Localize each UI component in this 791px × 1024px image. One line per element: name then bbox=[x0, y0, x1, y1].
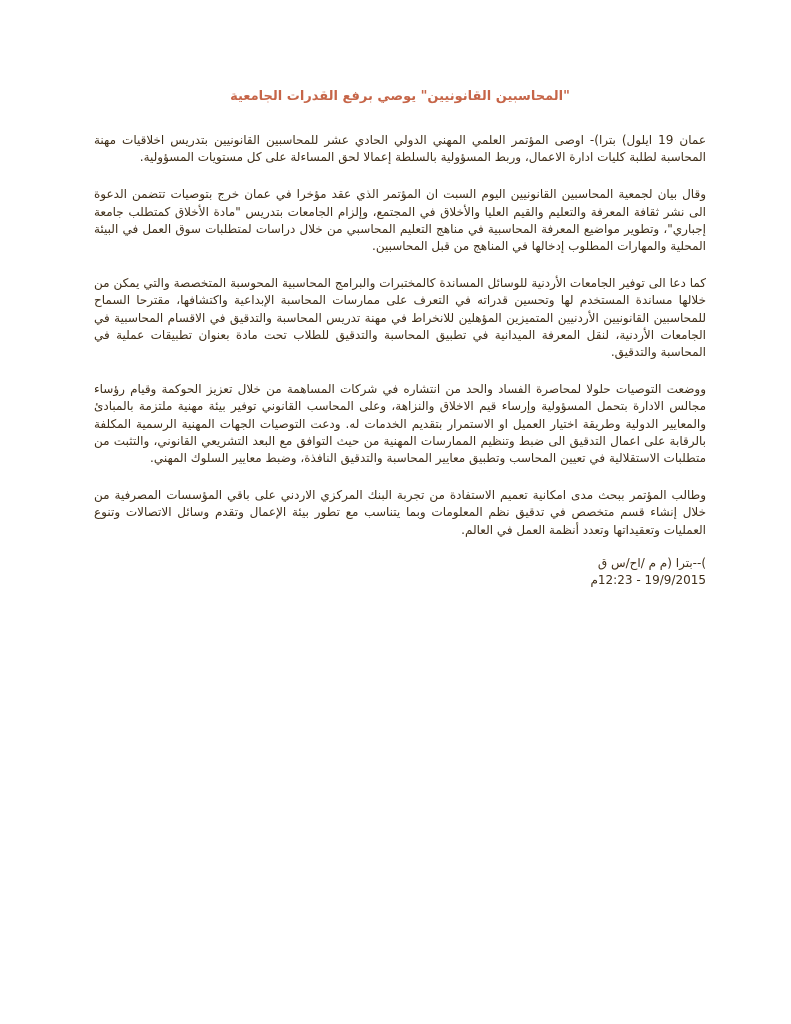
publish-timestamp: 19/9/2015 - 12:23م bbox=[590, 573, 706, 588]
paragraph-3: كما دعا الى توفير الجامعات الأردنية للوسائل المساندة كالمختبرات والبرامج المحاسبية المحوسبة المتخصصة والتي يمكن من خلالها مساندة المستخدم لها وتحسين قدراته في التعرف على ممارسات المحاسبة الإبداعية واكتشافها، مقترحا السماح للمحاسبين القانونيين الأردنيين المتميزين المؤهلين للانخراط في مهنة تدريس المحاسبة والتدقيق في الاقسام المحاسبية في الجامعات الأردنية، لنقل المعرفة الميدانية في تطبيق المحاسبة والتدقيق للطلاب تحت مادة بعنوان تطبيقات عملية في المحاسبة والتدقيق. bbox=[94, 276, 706, 360]
article-title: "المحاسبين القانونيين" يوصي برفع القدرات الجامعية bbox=[230, 89, 570, 104]
paragraph-5: وطالب المؤتمر ببحث مدى امكانية تعميم الاستفادة من تجربة البنك المركزي الاردني على باقي المؤسسات المصرفية من خلال إنشاء قسم متخصص في تدقيق نظم المعلومات وبما يتناسب مع تطور بيئة الإعمال وتقدم وسائل الاتصالات وتنوع العمليات وتعقيداتها وتعدد أنظمة العمل في العالم. bbox=[94, 488, 706, 537]
agency-signature: )--بترا (م م /اح/س ق bbox=[597, 555, 706, 570]
paragraph-1: عمان 19 ايلول) بترا)- اوصى المؤتمر العلمي المهني الدولي الحادي عشر للمحاسبين القانونيين بتدريس اخلاقيات مهنة المحاسبة لطلبة كليات ادارة الاعمال، وربط المسؤولية بالسلطة إعمالا لحق المساءلة على كل مستويات المسؤولية. bbox=[94, 133, 707, 165]
paragraph-4: ووضعت التوصيات حلولا لمحاصرة الفساد والحد من انتشاره في شركات المساهمة من خلال تعزيز الحوكمة وقيام رؤساء مجالس الادارة بتحمل المسؤولية وإرساء قيم الاخلاق والنزاهة، وعلى المحاسب القانوني توفير بيئة مهنية ملتزمة بالمبادئ والمعايير الدولية وطريقة اختيار العميل او الاستمرار بتقديم الخدمات له. ودعت التوصيات الجهات المهنية الرسمية المكلفة بالرقابة على اعمال التدقيق الى ضبط وتنظيم الممارسات المهنية من حيث التوافق مع البعد التشريعي القانوني، والتثبت من متطلبات الاستقلالية في تعيين المحاسب وتطبيق معايير المحاسبة والتدقيق النافذة، وضبط معايير السلوك المهني. bbox=[94, 382, 706, 466]
article bbox=[94, 88, 706, 589]
article-footer bbox=[94, 555, 706, 589]
article-signature bbox=[590, 555, 706, 589]
paragraph-2: وقال بيان لجمعية المحاسبين القانونيين اليوم السبت ان المؤتمر الذي عقد مؤخرا في عمان خرج بتوصيات تتضمن الدعوة الى نشر ثقافة المعرفة والتعليم والقيم العليا والأخلاق في المجتمع، وإلزام الجامعات بتدريس "مادة الأخلاق كمتطلب جامعة إجباري"، وتطوير مواضيع المعرفة المحاسبية في مناهج التعليم المحاسبي من خلال دراسات لمتطلبات سوق العمل في البيئة المحلية والمهارات المطلوب إدخالها في المناهج من قبل المحاسبين. bbox=[94, 187, 706, 254]
